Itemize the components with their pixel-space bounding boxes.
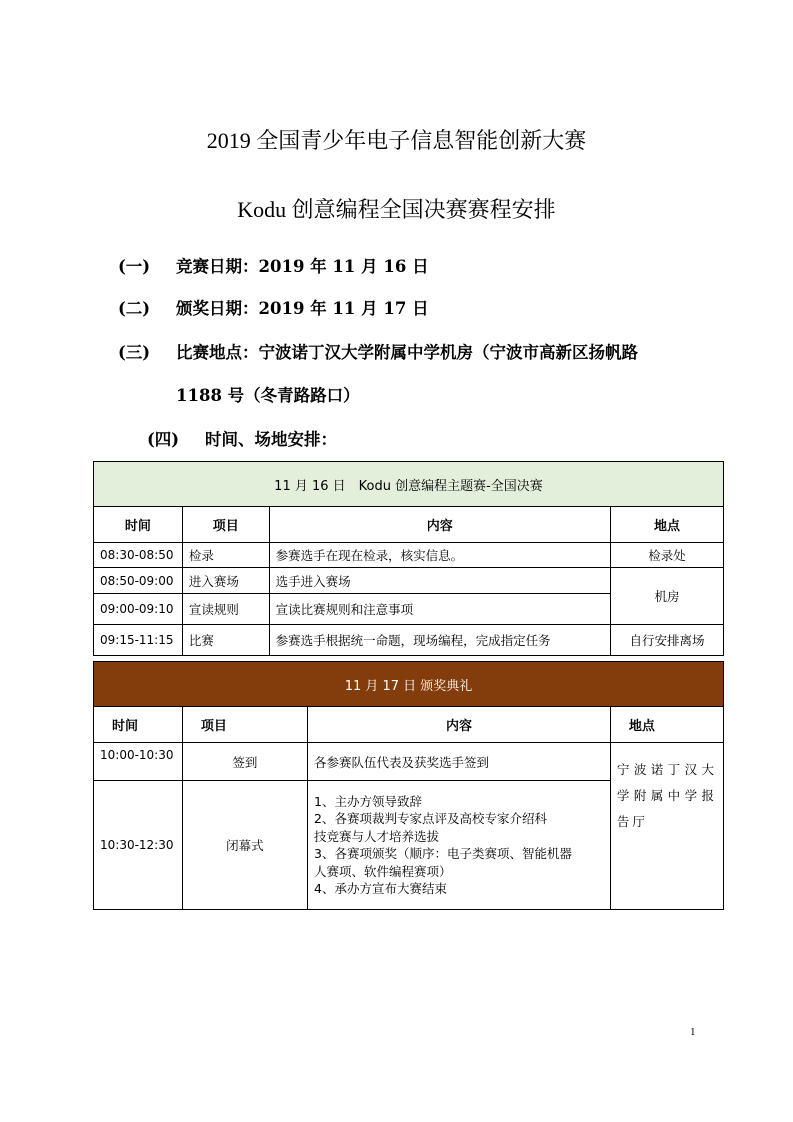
header-content: 内容 — [308, 707, 611, 743]
cell-time: 10:30-12:30 — [94, 781, 183, 910]
cell-venue: 宁波诺丁汉大学附属中学报告厅 — [610, 743, 723, 910]
content-line: 3、各赛项颁奖（顺序：电子类赛项、智能机器 — [314, 846, 572, 861]
cell-time: 09:15-11:15 — [94, 625, 183, 656]
cell-time: 08:30-08:50 — [94, 543, 183, 568]
header-item: 项目 — [182, 507, 269, 543]
item-text: 颁奖日期：2019 年 11 月 17 日 — [176, 299, 429, 318]
content-line: 人赛项、软件编程赛项） — [314, 863, 452, 879]
cell-item: 进入赛场 — [182, 568, 269, 594]
item-number: (二) — [118, 299, 151, 318]
cell-time: 10:00-10:30 — [94, 743, 183, 781]
header-venue: 地点 — [610, 507, 723, 543]
document-title: 2019 全国青少年电子信息智能创新大赛 — [206, 128, 587, 153]
header-item: 项目 — [182, 707, 307, 743]
item-number: (四) — [147, 430, 180, 449]
cell-venue: 检录处 — [610, 543, 723, 568]
content-line: 2、各赛项裁判专家点评及高校专家介绍科 — [314, 811, 547, 826]
cell-time: 09:00-09:10 — [94, 594, 183, 625]
cell-content: 选手进入赛场 — [269, 568, 610, 594]
day2-schedule-table — [93, 661, 724, 910]
cell-content-list — [308, 781, 611, 910]
table-row — [94, 568, 724, 594]
table-row — [94, 743, 724, 781]
schedule-item — [147, 428, 337, 452]
item-number: (三) — [118, 343, 151, 362]
document-subtitle: Kodu 创意编程全国决赛赛程安排 — [237, 197, 556, 222]
cell-venue: 自行安排离场 — [610, 625, 723, 656]
cell-content: 各参赛队伍代表及获奖选手签到 — [308, 743, 611, 781]
header-content: 内容 — [269, 507, 610, 543]
item-text: 比赛地点：宁波诺丁汉大学附属中学机房（宁波市高新区扬帆路 — [176, 343, 638, 362]
cell-item: 检录 — [182, 543, 269, 568]
content-line: 技竞赛与人才培养选拔 — [314, 828, 440, 844]
cell-time: 08:50-09:00 — [94, 568, 183, 594]
table-row — [94, 543, 724, 568]
competition-date-item — [118, 255, 429, 279]
cell-item: 宣读规则 — [182, 594, 269, 625]
day1-banner: 11 月 16 日 Kodu 创意编程主题赛-全国决赛 — [94, 462, 724, 507]
header-time: 时间 — [94, 707, 183, 743]
cell-item: 闭幕式 — [182, 781, 307, 910]
cell-content: 参赛选手根据统一命题，现场编程，完成指定任务 — [269, 625, 610, 656]
venue-item-continuation: 1188 号（冬青路路口） — [176, 386, 360, 405]
venue-item — [118, 341, 638, 365]
table-row — [94, 625, 724, 656]
cell-content: 宣读比赛规则和注意事项 — [269, 594, 610, 625]
header-venue: 地点 — [610, 707, 723, 743]
content-line: 1、主办方领导致辞 — [314, 793, 422, 809]
content-line: 4、承办方宣布大赛结束 — [314, 881, 447, 896]
award-date-item — [118, 297, 429, 321]
item-number: (一) — [118, 257, 151, 276]
item-text: 竞赛日期：2019 年 11 月 16 日 — [176, 257, 429, 276]
cell-venue: 机房 — [610, 568, 723, 625]
item-text: 时间、场地安排： — [205, 430, 337, 449]
header-time: 时间 — [94, 507, 183, 543]
cell-content: 参赛选手在现在检录，核实信息。 — [269, 543, 610, 568]
day2-banner: 11 月 17 日 颁奖典礼 — [94, 662, 724, 707]
page-number: 1 — [690, 1026, 696, 1038]
cell-item: 比赛 — [182, 625, 269, 656]
day1-schedule-table — [93, 461, 724, 656]
cell-item: 签到 — [182, 743, 307, 781]
